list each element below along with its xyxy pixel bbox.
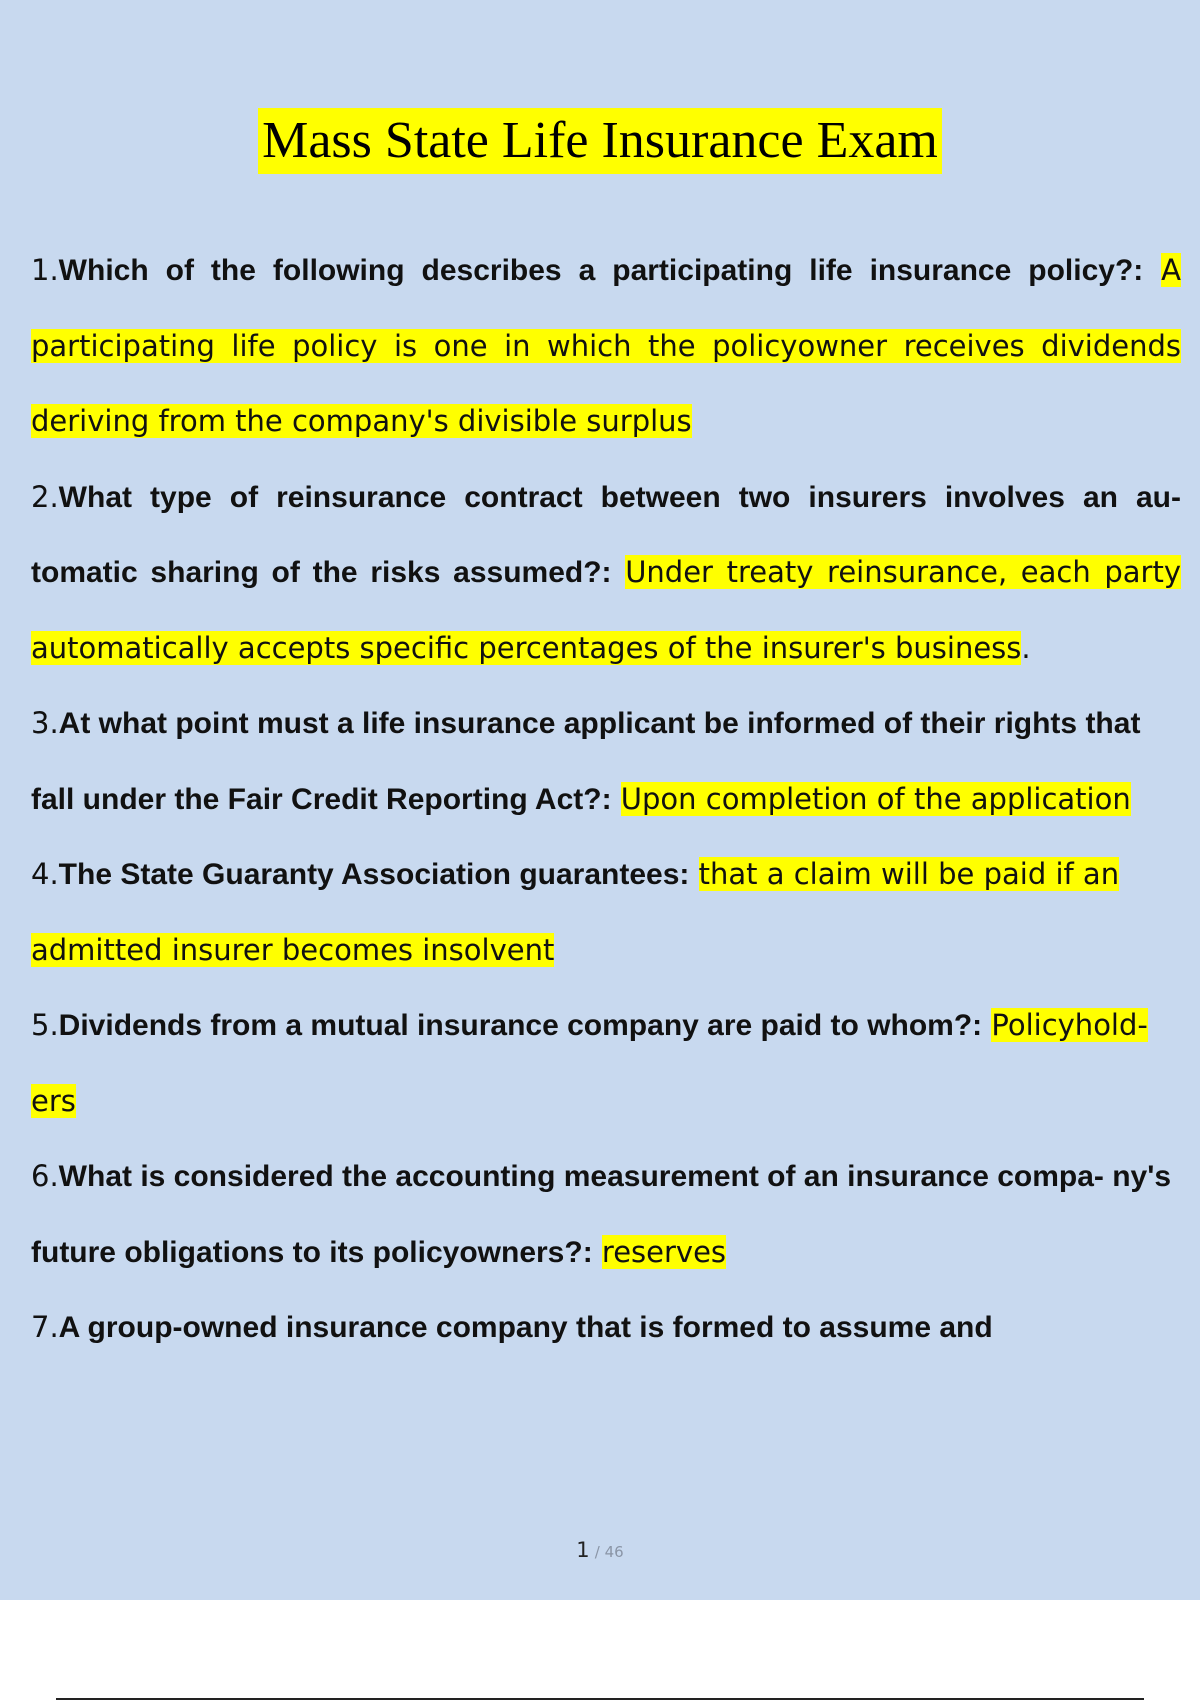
question-item-5 — [31, 988, 1181, 1139]
question-list — [31, 233, 1181, 1366]
document-title: Mass State Life Insurance Exam — [258, 108, 942, 174]
page-indicator — [0, 1538, 1200, 1562]
page-total: / 46 — [594, 1543, 624, 1561]
question-text: Which of the following describes a participating life insurance policy?: — [58, 254, 1144, 287]
question-item-3 — [31, 686, 1181, 837]
question-item-6 — [31, 1139, 1181, 1290]
question-number: 2. — [31, 479, 59, 514]
question-number: 3. — [31, 706, 59, 740]
question-text: What type of reinsurance contract between two insurers involves an au- tomatic sharing of the risks assumed?: — [31, 480, 1181, 589]
question-item-7 — [31, 1290, 1181, 1366]
question-text: Dividends from a mutual insurance company are paid to whom?: — [58, 1009, 983, 1042]
page-current: 1 — [576, 1538, 590, 1562]
answer-text: that a claim will be paid if an admitted insurer becomes insolvent — [31, 857, 1120, 967]
question-item-2 — [31, 460, 1181, 687]
answer-text: A participating life policy is one in which the policyowner receives dividends deriving from the company's divisible surplus — [31, 253, 1182, 438]
answer-trailing: . — [1021, 630, 1031, 665]
answer-text: Under treaty reinsurance, each party automatically accepts specific percentages of the insurer's business — [31, 555, 1181, 665]
question-number: 1. — [31, 253, 59, 287]
question-number: 7. — [31, 1310, 59, 1344]
question-text: At what point must a life insurance applicant be informed of their rights that fall under the Fair Credit Reporting Act?: — [31, 707, 1141, 816]
question-text: A group-owned insurance company that is formed to assume and — [58, 1311, 993, 1344]
answer-text: reserves — [601, 1234, 727, 1269]
question-number: 6. — [31, 1159, 59, 1193]
question-number: 4. — [31, 857, 59, 891]
question-text: What is considered the accounting measurement of an insurance compa- ny's future obligations to its policyowners?: — [31, 1160, 1172, 1269]
question-number: 5. — [31, 1008, 59, 1042]
title-container — [0, 108, 1200, 174]
answer-text: Upon completion of the application — [620, 781, 1131, 816]
question-item-1 — [31, 233, 1181, 460]
answer-text: Policyhold- ers — [31, 1008, 1148, 1118]
question-item-4 — [31, 837, 1181, 988]
question-text: The State Guaranty Association guarantees: — [58, 858, 690, 891]
